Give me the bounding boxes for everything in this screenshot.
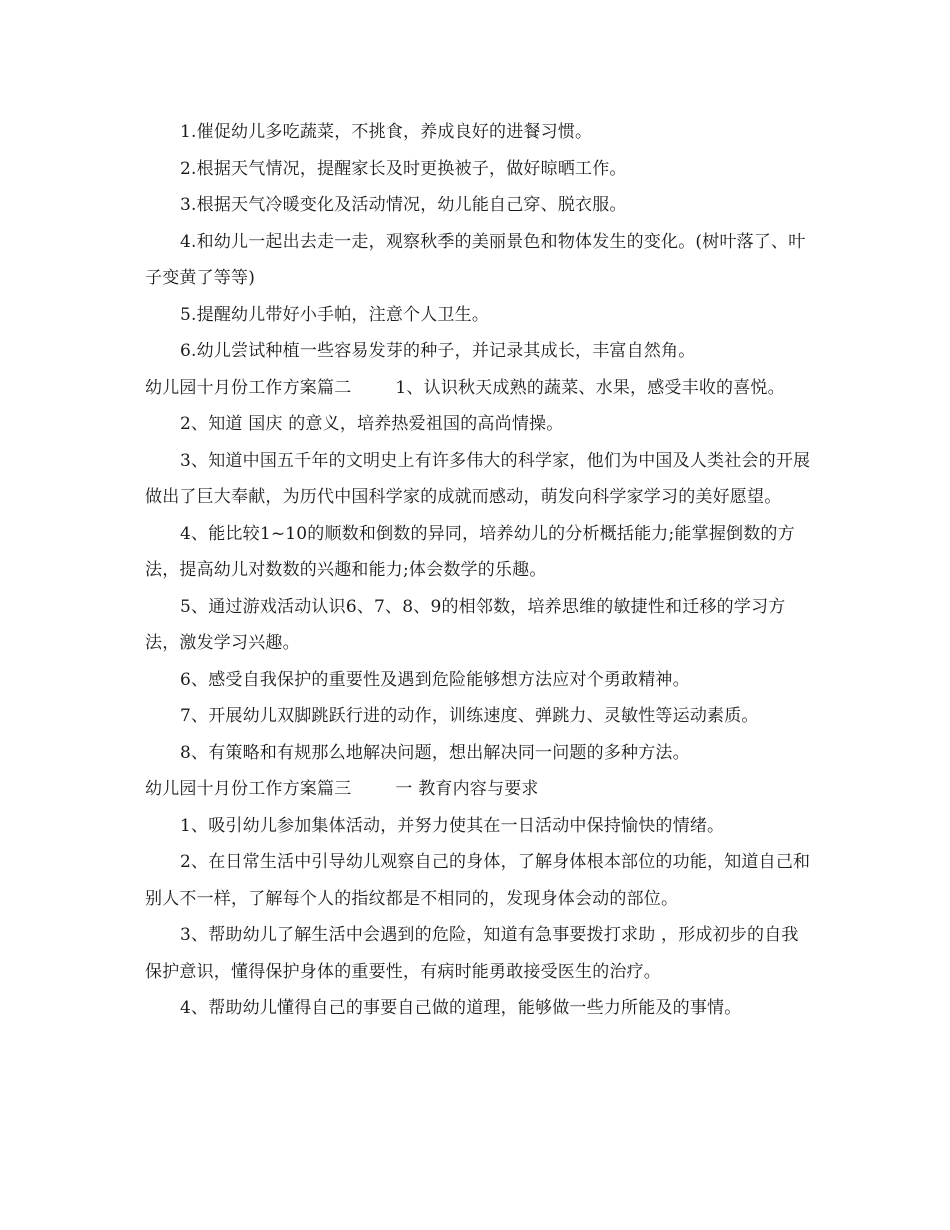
- section-heading-line: [145, 771, 813, 808]
- list-item: 3、帮助幼儿了解生活中会遇到的危险，知道有急事要拨打求助 ，形成初步的自我保护意识，懂得保护身体的重要性，有病时能勇敢接受医生的治疗。: [145, 925, 799, 982]
- section-heading-line: [145, 370, 813, 407]
- section-title: 幼儿园十月份工作方案篇二: [145, 377, 352, 398]
- list-item: 4、能比较1~10的顺数和倒数的异同，培养幼儿的分析概括能力;能掌握倒数的方法，提高幼儿对数数的兴趣和能力;体会数学的乐趣。: [145, 523, 795, 580]
- list-item: 2.根据天气情况，提醒家长及时更换被子，做好晾晒工作。: [180, 158, 627, 179]
- list-item: 8、有策略和有规那么地解决问题，想出解决同一问题的多种方法。: [180, 742, 690, 763]
- list-item: 3、知道中国五千年的文明史上有许多伟大的科学家，他们为中国及人类社会的开展做出了巨大奉献，为历代中国科学家的成就而感动，萌发向科学家学习的美好愿望。: [145, 450, 811, 507]
- list-item: 1.催促幼儿多吃蔬菜，不挑食，养成良好的进餐习惯。: [180, 122, 593, 142]
- list-item: 4、帮助幼儿懂得自己的事要自己做的道理，能够做一些力所能及的事情。: [180, 998, 742, 1018]
- list-item: 7、开展幼儿双脚跳跃行进的动作，训练速度、弹跳力、灵敏性等运动素质。: [180, 706, 759, 726]
- list-item: 2、知道 国庆 的意义，培养热爱祖国的高尚情操。: [180, 414, 564, 434]
- list-item: 5.提醒幼儿带好小手帕，注意个人卫生。: [180, 304, 490, 325]
- list-item: 5、通过游戏活动认识6、7、8、9的相邻数，培养思维的敏捷性和迁移的学习方法，激发学习兴趣。: [145, 596, 786, 653]
- section-title: 幼儿园十月份工作方案篇三: [145, 779, 352, 799]
- list-item: 3.根据天气冷暖变化及活动情况，幼儿能自己穿、脱衣服。: [180, 195, 627, 215]
- list-item: 1、认识秋天成熟的蔬菜、水果，感受丰收的喜悦。: [395, 377, 785, 398]
- list-item: 6.幼儿尝试种植一些容易发芽的种子，并记录其成长，丰富自然角。: [180, 341, 696, 361]
- list-item: 4.和幼儿一起出去走一走，观察秋季的美丽景色和物体发生的变化。(树叶落了、叶子变黄了等等): [145, 231, 806, 288]
- list-item: 6、感受自我保护的重要性及遇到危险能够想方法应对个勇敢精神。: [180, 669, 690, 690]
- list-item: 1、吸引幼儿参加集体活动，并努力使其在一日活动中保持愉快的情绪。: [180, 815, 725, 836]
- list-item: 2、在日常生活中引导幼儿观察自己的身体，了解身体根本部位的功能，知道自己和别人不一样，了解每个人的指纹都是不相同的，发现身体会动的部位。: [145, 852, 811, 909]
- subsection-title: 一 教育内容与要求: [395, 779, 539, 799]
- document-body: [145, 114, 813, 1027]
